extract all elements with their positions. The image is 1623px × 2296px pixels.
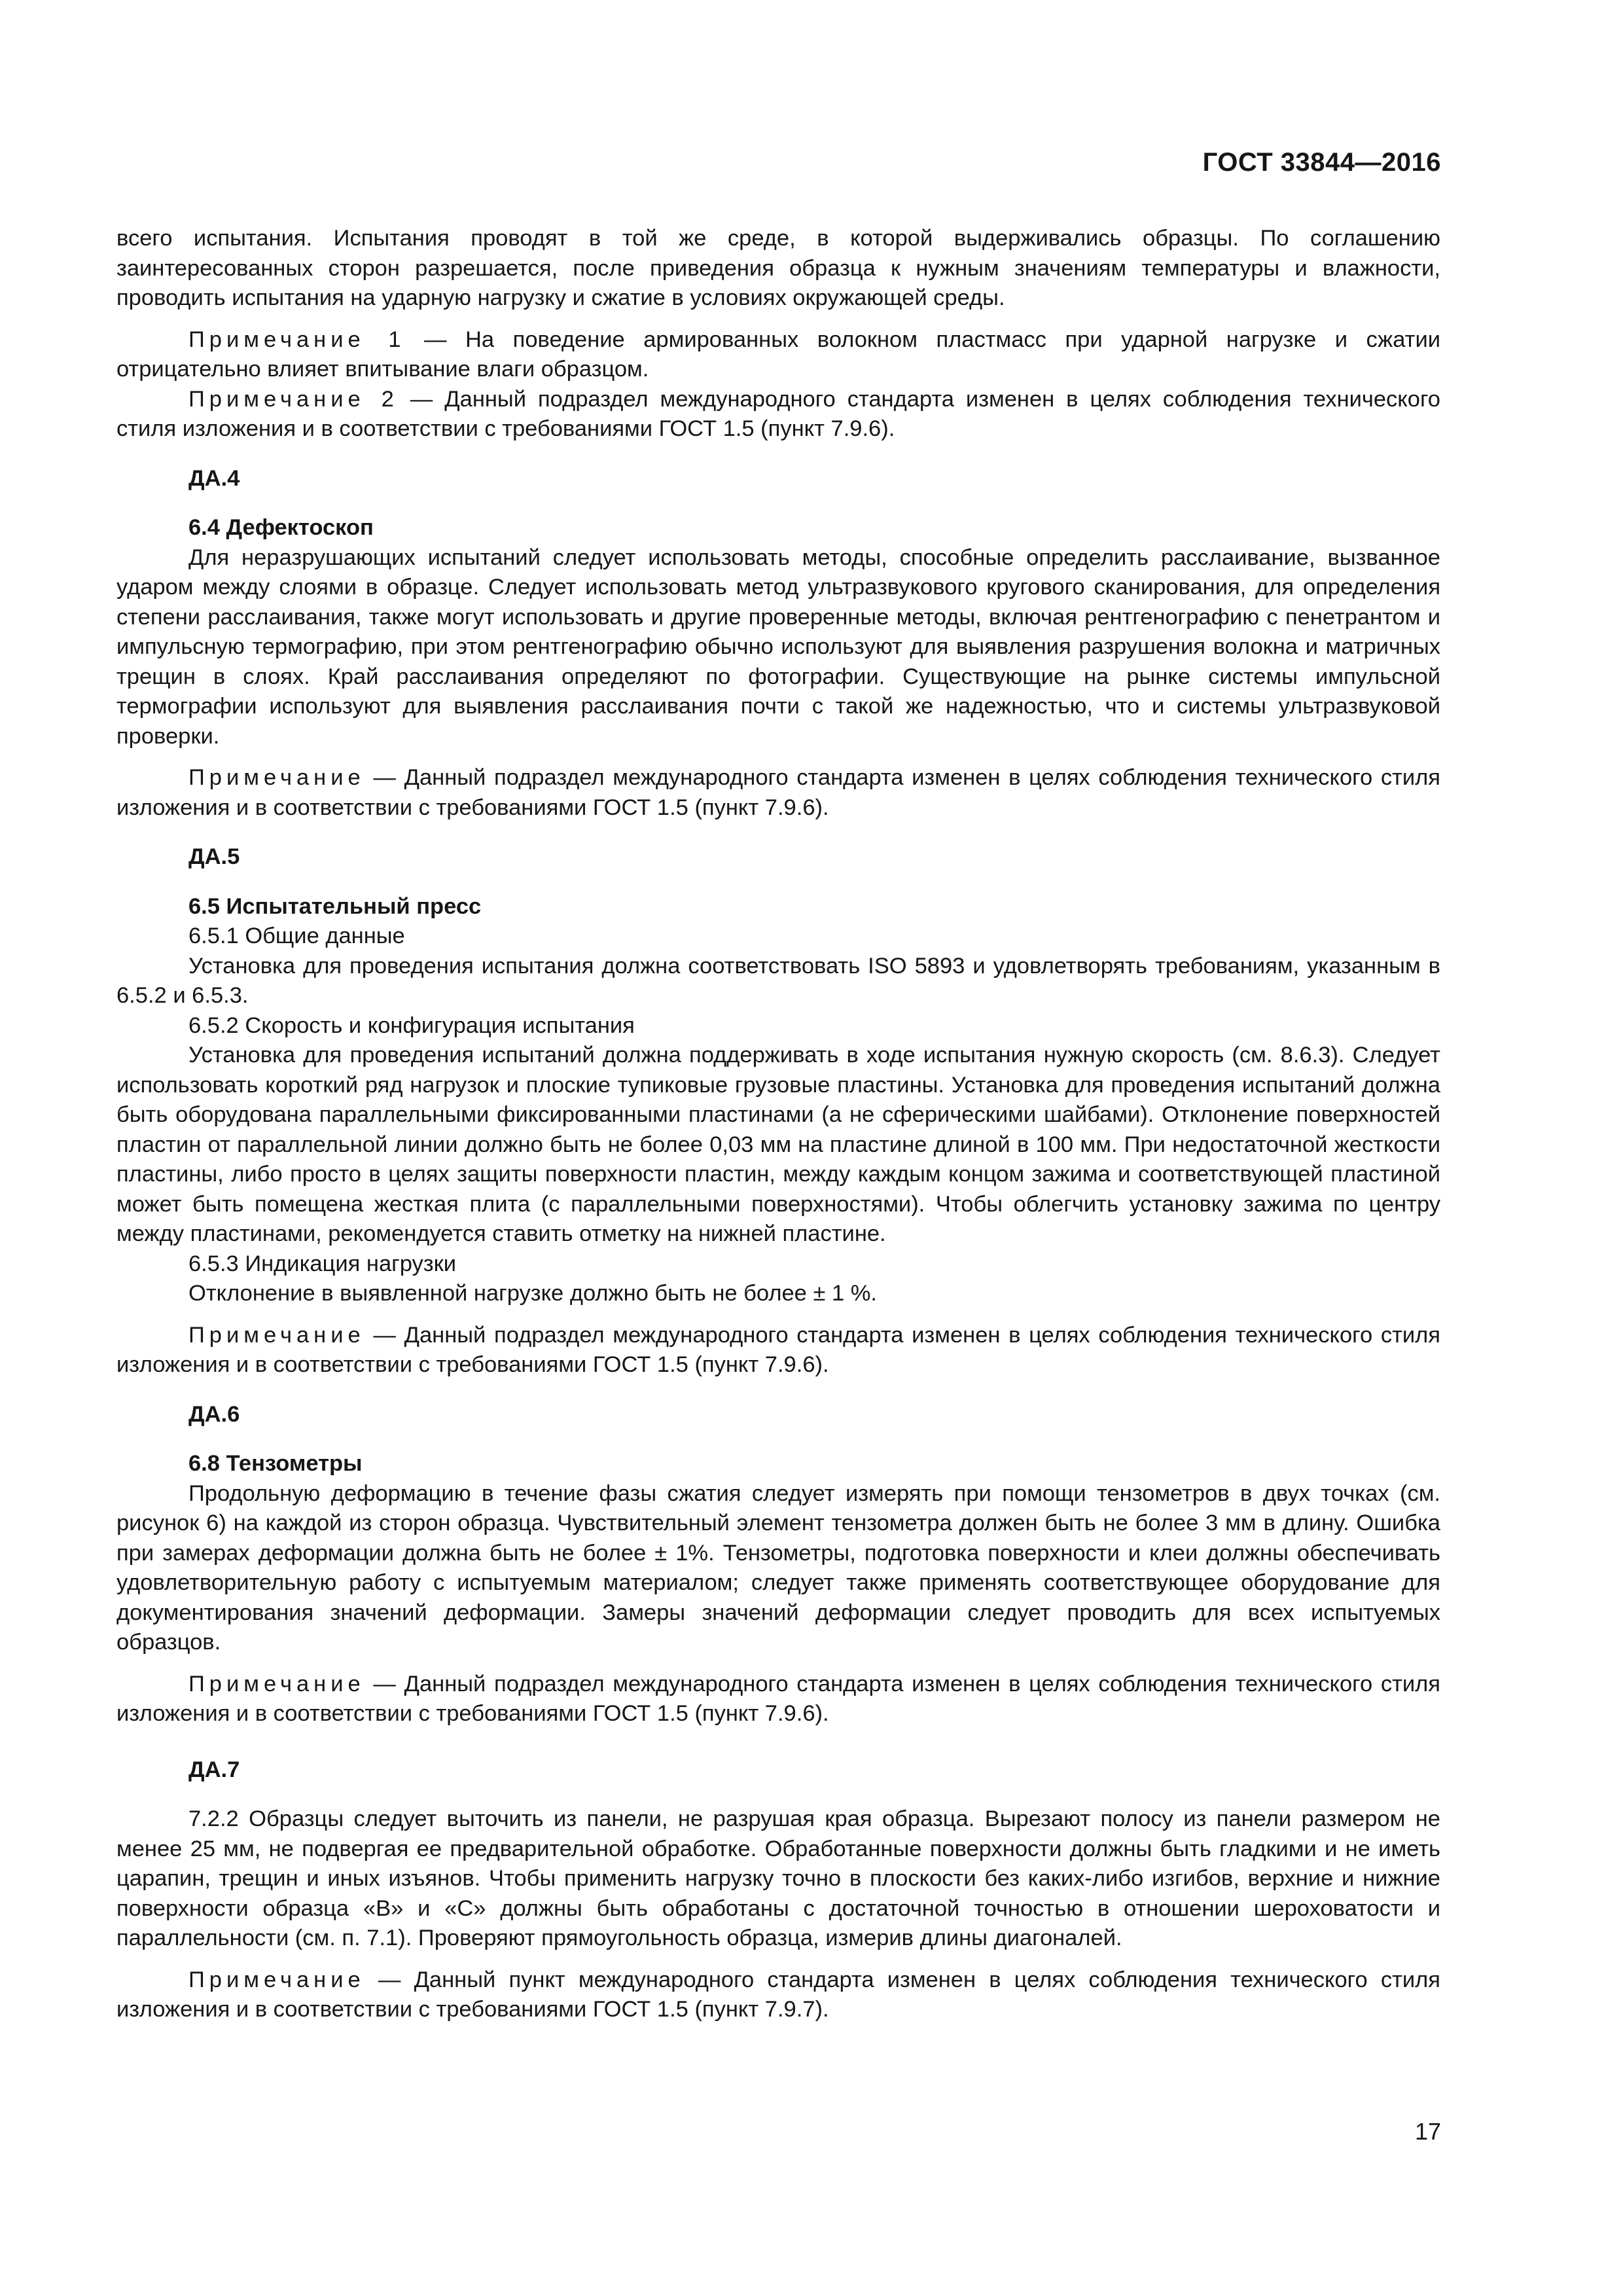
note-text: — Данный подраздел международного стандарта изменен в целях соблюдения технического стиля изложения и в соответствии с требованиями ГОСТ 1.5 (пункт 7.9.6). [116, 1322, 1440, 1377]
note-text: — Данный подраздел международного стандарта изменен в целях соблюдения технического стиля изложения и в соответствии с требованиями ГОСТ 1.5 (пункт 7.9.6). [116, 1671, 1440, 1726]
da6-note [116, 1670, 1440, 1729]
note-text: — На поведение армированных волокном пластмасс при ударной нагрузке и сжатии отрицательно влияет впитывание влаги образцом. [116, 327, 1440, 382]
da4-paragraph: Для неразрушающих испытаний следует использовать методы, способные определить расслаивание, вызванное ударом между слоями в образце. Следует использовать метод ультразвукового кругового сканирования, для определения степени расслаивания, также могут использовать и другие проверенные методы, включая рентгенографию с пенетрантом и импульсную термографию, при этом рентгенографию обычно используют для выявления разрушения волокна и матричных трещин в слоях. Край расслаивания определяют по фотографии. Существующие на рынке системы импульсной термографии используют для выявления расслаивания почти с такой же надежностью, что и системы ультразвуковой проверки. [116, 545, 1440, 749]
note-text: — Данный подраздел международного стандарта изменен в целях соблюдения технического стиля изложения и в соответствии с требованиями ГОСТ 1.5 (пункт 7.9.6). [116, 765, 1440, 820]
note-text: — Данный подраздел международного стандарта изменен в целях соблюдения технического стиля изложения и в соответствии с требованиями ГОСТ 1.5 (пункт 7.9.6). [116, 386, 1440, 441]
note-label: Примечание 2 [188, 386, 399, 412]
subsection-title-6-5-1: 6.5.1 Общие данные [188, 924, 405, 948]
subsection-title-6-5-3: 6.5.3 Индикация нагрузки [188, 1251, 456, 1276]
note-label: Примечание 1 [188, 327, 406, 352]
page-number: 17 [1414, 2118, 1441, 2145]
da5-s3-paragraph: Отклонение в выявленной нагрузке должно быть не более ± 1 %. [188, 1281, 877, 1306]
note-label: Примечание [188, 1322, 365, 1348]
da7-paragraph: 7.2.2 Образцы следует выточить из панели, не разрушая края образца. Вырезают полосу из панели размером не менее 25 мм, не подвергая ее предварительной обработке. Обработанные поверхности должны быть гладкими и не иметь царапин, трещин и иных изъянов. Чтобы применить нагрузку точно в плоскости без каких-либо изгибов, верхние и нижние поверхности образца «В» и «С» должны быть обработаны с достаточной точностью в отношении шероховатости и параллельности (см. п. 7.1). Проверяют прямоугольность образца, измерив длины диагоналей. [116, 1806, 1440, 1950]
da5-s1-paragraph: Установка для проведения испытания должна соответствовать ISO 5893 и удовлетворять требованиям, указанным в 6.5.2 и 6.5.3. [116, 953, 1440, 1008]
intro-paragraph: всего испытания. Испытания проводят в той же среде, в которой выдерживались образцы. По соглашению заинтересованных сторон разрешается, после приведения образца к нужным значениям температуры и влажности, проводить испытания на ударную нагрузку и сжатие в условиях окружающей среды. [116, 226, 1440, 310]
note-text: — Данный пункт международного стандарта изменен в целях соблюдения технического стиля изложения и в соответствии с требованиями ГОСТ 1.5 (пункт 7.9.7). [116, 1967, 1440, 2022]
intro-note-1 [116, 325, 1440, 385]
intro-note-2 [116, 385, 1440, 444]
da7-note [116, 1965, 1440, 2025]
note-label: Примечание [188, 1967, 365, 1992]
note-label: Примечание [188, 765, 365, 790]
section-label-da5: ДА.5 [188, 844, 240, 869]
section-label-da7: ДА.7 [188, 1757, 240, 1782]
document-header: ГОСТ 33844—2016 [1202, 148, 1441, 177]
document-body [116, 224, 1440, 2025]
section-label-da4: ДА.4 [188, 465, 240, 491]
note-label: Примечание [188, 1671, 365, 1696]
section-title-da6: 6.8 Тензометры [188, 1451, 363, 1476]
section-title-da5: 6.5 Испытательный пресс [188, 893, 482, 919]
da6-paragraph: Продольную деформацию в течение фазы сжатия следует измерять при помощи тензометров в двух точках (см. рисунок 6) на каждой из сторон образца. Чувствительный элемент тензометра должен быть не более 3 мм в длину. Ошибка при замерах деформации должна быть не более ± 1%. Тензометры, подготовка поверхности и клеи должны обеспечивать удовлетворительную работу с испытуемым материалом; следует также применять соответствующее оборудование для документирования значений деформации. Замеры значений деформации следует проводить для всех испытуемых образцов. [116, 1480, 1440, 1655]
da5-note [116, 1321, 1440, 1380]
da5-s2-paragraph: Установка для проведения испытаний должна поддерживать в ходе испытания нужную скорость (см. 8.6.3). Следует использовать короткий ряд нагрузок и плоские тупиковые грузовые пластины. Установка для проведения испытаний должна быть оборудована параллельными фиксированными пластинами (а не сферическими шайбами). Отклонение поверхностей пластин от параллельной линии должно быть не более 0,03 мм на пластине длиной в 100 мм. При недостаточной жесткости пластины, либо просто в целях защиты поверхности пластин, между каждым концом зажима и соответствующей пластиной может быть помещена жесткая плита (с параллельными поверхностями). Чтобы облегчить установку зажима по центру между пластинами, рекомендуется ставить отметку на нижней пластине. [116, 1043, 1440, 1246]
section-title-da4: 6.4 Дефектоскоп [188, 515, 374, 540]
subsection-title-6-5-2: 6.5.2 Скорость и конфигурация испытания [188, 1013, 635, 1038]
da4-note [116, 763, 1440, 823]
section-label-da6: ДА.6 [188, 1401, 240, 1427]
